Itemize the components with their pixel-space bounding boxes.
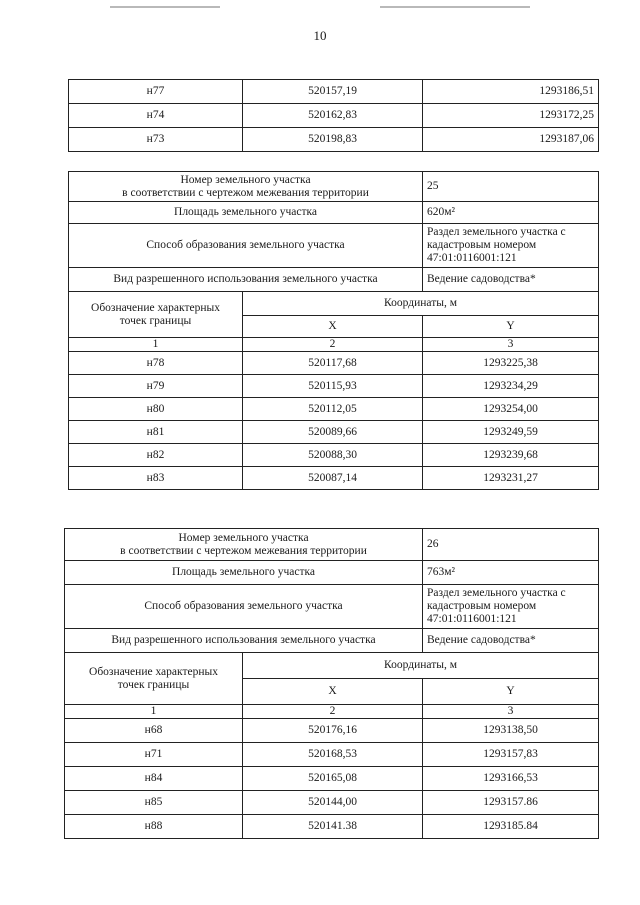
x-header: X	[243, 679, 423, 705]
plot-table-26	[64, 528, 599, 839]
coord-x: 520144,00	[243, 791, 423, 815]
continuation-table	[68, 79, 599, 152]
point-label: н84	[65, 767, 243, 791]
coord-x: 520117,68	[243, 352, 423, 375]
table-row	[69, 398, 599, 421]
coord-x: 520168,53	[243, 743, 423, 767]
table-row	[69, 80, 599, 104]
point-label: н73	[69, 128, 243, 152]
plot-number-value: 25	[423, 172, 599, 202]
plot-number-label: Номер земельного участка в соответствии с чертежом межевания территории	[69, 172, 423, 202]
y-header: Y	[423, 316, 599, 338]
coord-x: 520089,66	[243, 421, 423, 444]
coord-x: 520198,83	[243, 128, 423, 152]
table-row	[69, 104, 599, 128]
coord-y: 1293166,53	[423, 767, 599, 791]
point-label: н81	[69, 421, 243, 444]
method-label: Способ образования земельного участка	[69, 224, 423, 268]
method-label: Способ образования земельного участка	[65, 585, 423, 629]
coord-y: 1293157,83	[423, 743, 599, 767]
use-label: Вид разрешенного использования земельного участка	[65, 629, 423, 653]
coords-header: Координаты, м	[243, 653, 599, 679]
point-label: н82	[69, 444, 243, 467]
coord-y: 1293249,59	[423, 421, 599, 444]
coord-y: 1293234,29	[423, 375, 599, 398]
coord-x: 520162,83	[243, 104, 423, 128]
points-header: Обозначение характерных точек границы	[69, 292, 243, 338]
coord-x: 520157,19	[243, 80, 423, 104]
coord-x: 520176,16	[243, 719, 423, 743]
area-value: 620м²	[423, 202, 599, 224]
y-header: Y	[423, 679, 599, 705]
x-header: X	[243, 316, 423, 338]
table-row	[65, 791, 599, 815]
page-number: 10	[313, 28, 327, 43]
coord-y: 1293239,68	[423, 444, 599, 467]
coord-y: 1293225,38	[423, 352, 599, 375]
plot-table-25	[68, 171, 599, 490]
coord-y: 1293185.84	[423, 815, 599, 839]
point-label: н88	[65, 815, 243, 839]
table-row	[69, 421, 599, 444]
coord-y: 1293157.86	[423, 791, 599, 815]
point-label: н79	[69, 375, 243, 398]
point-label: н85	[65, 791, 243, 815]
table-row	[65, 743, 599, 767]
coord-x: 520088,30	[243, 444, 423, 467]
area-label: Площадь земельного участка	[65, 561, 423, 585]
use-label: Вид разрешенного использования земельного участка	[69, 268, 423, 292]
table-row	[69, 444, 599, 467]
coord-y: 1293187,06	[423, 128, 599, 152]
table-row	[69, 375, 599, 398]
coord-y: 1293172,25	[423, 104, 599, 128]
coord-x: 520087,14	[243, 467, 423, 490]
point-label: н78	[69, 352, 243, 375]
table-row	[65, 815, 599, 839]
point-label: н71	[65, 743, 243, 767]
use-value: Ведение садоводства*	[423, 629, 599, 653]
table-row	[65, 767, 599, 791]
table-row	[65, 719, 599, 743]
method-value: Раздел земельного участка с кадастровым номером 47:01:0116001:121	[423, 585, 599, 629]
plot-number-label: Номер земельного участка в соответствии с чертежом межевания территории	[65, 529, 423, 561]
points-header: Обозначение характерных точек границы	[65, 653, 243, 705]
point-label: н80	[69, 398, 243, 421]
area-value: 763м²	[423, 561, 599, 585]
point-label: н77	[69, 80, 243, 104]
table-row	[69, 128, 599, 152]
coord-y: 1293254,00	[423, 398, 599, 421]
scan-artifact	[110, 6, 220, 8]
coord-y: 1293186,51	[423, 80, 599, 104]
coord-x: 520115,93	[243, 375, 423, 398]
col-number: 1	[65, 705, 243, 719]
col-number: 3	[423, 338, 599, 352]
scan-artifact	[380, 6, 530, 8]
point-label: н74	[69, 104, 243, 128]
point-label: н83	[69, 467, 243, 490]
col-number: 2	[243, 705, 423, 719]
plot-number-value: 26	[423, 529, 599, 561]
col-number: 3	[423, 705, 599, 719]
coord-x: 520165,08	[243, 767, 423, 791]
use-value: Ведение садоводства*	[423, 268, 599, 292]
point-label: н68	[65, 719, 243, 743]
coord-x: 520141.38	[243, 815, 423, 839]
coord-y: 1293138,50	[423, 719, 599, 743]
col-number: 1	[69, 338, 243, 352]
area-label: Площадь земельного участка	[69, 202, 423, 224]
table-row	[69, 467, 599, 490]
col-number: 2	[243, 338, 423, 352]
table-row	[69, 352, 599, 375]
method-value: Раздел земельного участка с кадастровым номером 47:01:0116001:121	[423, 224, 599, 268]
coord-y: 1293231,27	[423, 467, 599, 490]
coord-x: 520112,05	[243, 398, 423, 421]
coords-header: Координаты, м	[243, 292, 599, 316]
